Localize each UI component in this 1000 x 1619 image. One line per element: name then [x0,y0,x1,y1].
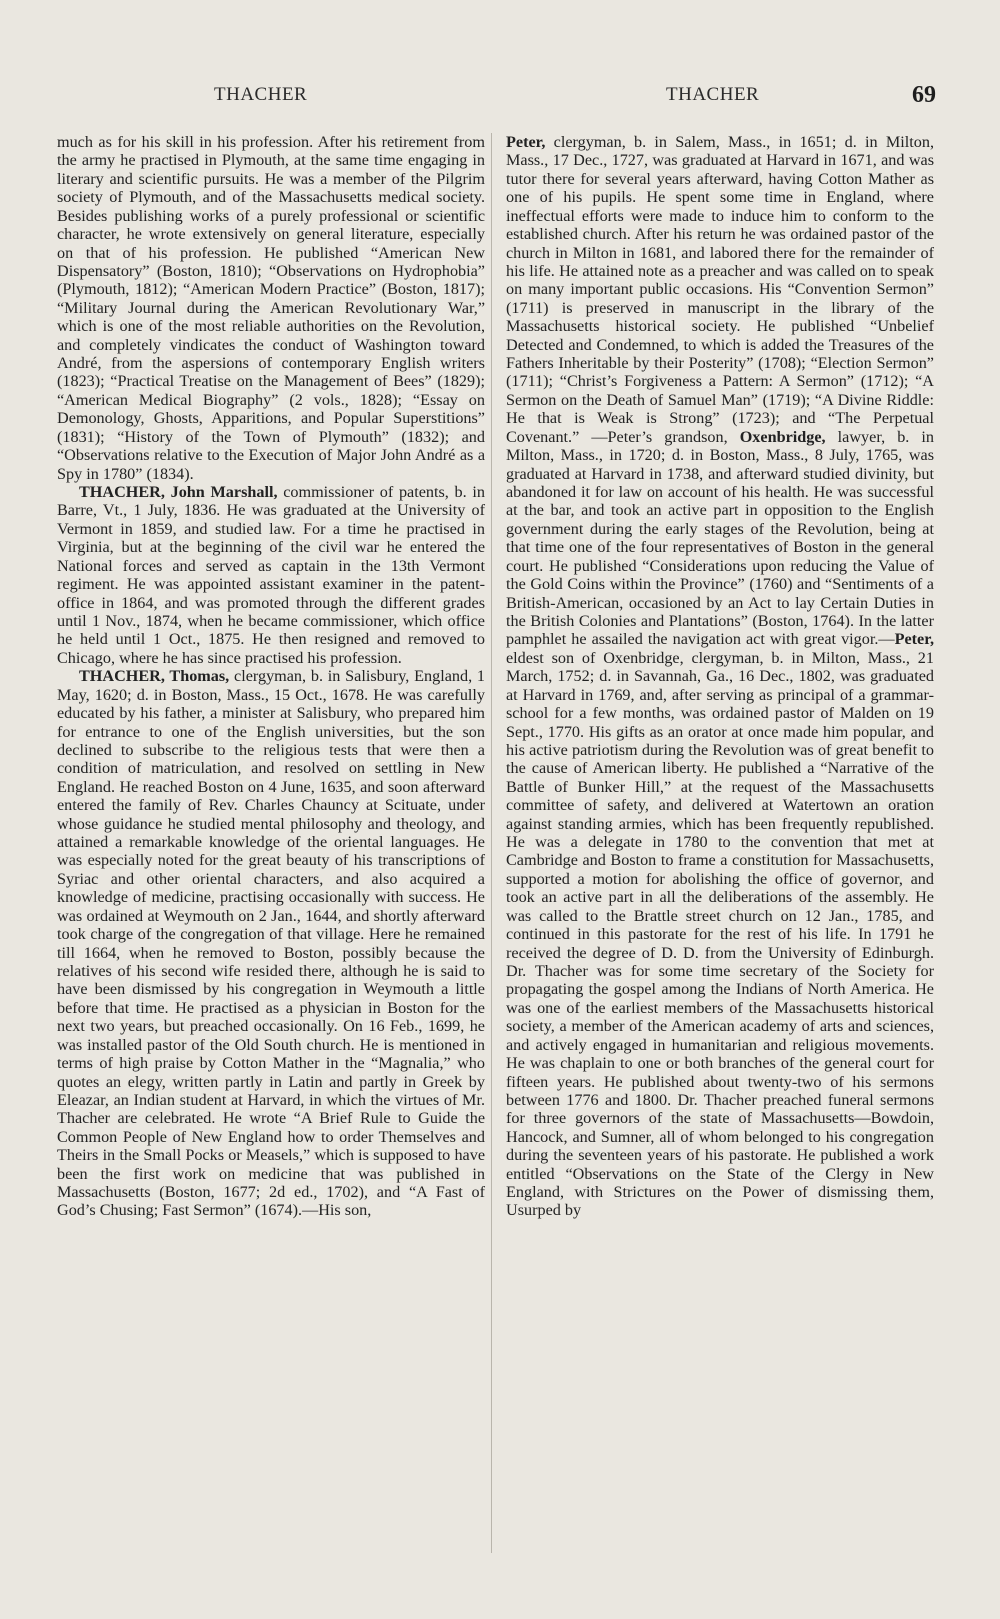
right-running-head: THACHER [666,84,760,105]
entry-text: much as for his skill in his profession. After his retirement from the army he practised in Plymouth, at the same time engaging in literary and scientific pursuits. He was a member of the Pilgrim society of Plymouth, and of the Massachusetts medical society. Besides publishing works of a purely professional or scientific character, he wrote extensively on general literature, especially on that of his profession. He published “American New Dispensatory” (Boston, 1810); “Observations on Hydrophobia” (Plymouth, 1812); “American Modern Practice” (Boston, 1817); “Military Journal during the American Revolutionary War,” which is one of the most reliable authorities on the Revolution, and completely vindicates the conduct of Washington toward André, from the aspersions of contemporary English writers (1823); “Practical Treatise on the Management of Bees” (1829); “American Medical Biography” (2 vols., 1828); “Essay on Demonology, Ghosts, Apparitions, and Popular Superstitions” (1831); “History of the Town of Plymouth” (1832); and “Observations relative to the Execution of Major John André as a Spy in 1780” (1834). [57,133,485,483]
column-divider [491,133,492,1553]
entry-text: clergyman, b. in Salisbury, England, 1 May, 1620; d. in Boston, Mass., 15 Oct., 1678. He was carefully educated by his father, a minister at Salisbury, who prepared him for entrance to one of the English universities, but the son declined to subscribe to the religious tests that were then a condition of matriculation, and resolved on settling in New England. He reached Boston on 4 June, 1635, and soon afterward entered the family of Rev. Charles Chauncy at Scituate, under whose guidance he studied mental philosophy and theology, and attained a remarkable knowledge of the oriental languages. He was especially noted for the great beauty of his transcriptions of Syriac and other oriental characters, and also acquired a knowledge of medicine, practising occasionally with success. He was ordained at Weymouth on 2 Jan., 1644, and shortly afterward took charge of the congregation of that village. Here he remained till 1664, when he removed to Boston, possibly because the relatives of his second wife resided there, although he is said to have been dismissed by his congregation in Weymouth a little before that time. He practised as a physician in Boston for the next two years, but preached occasionally. On 16 Feb., 1699, he was installed pastor of the Old South church. He is mentioned in terms of high praise by Cotton Mather in the “Magnalia,” who quotes an elegy, written partly in Latin and partly in Greek by Eleazar, an Indian student at Harvard, in which the virtues of Mr. Thacher are celebrated. He wrote “A Brief Rule to Guide the Common People of New England how to order Themselves and Theirs in the Small Pocks or Measels,” which is supposed to have been the first work on medicine that was published in Massachusetts (Boston, 1677; 2d ed., 1702), and “A Fast of God’s Chusing; Fast Sermon” (1674).—His son, [57,667,485,1220]
entry-text: eldest son of Oxenbridge, clergyman, b. in Milton, Mass., 21 March, 1752; d. in Savannah, Ga., 16 Dec., 1802, was graduated at Harvard in 1769, and, after serving as principal of a grammar-school for a few months, was ordained pastor of Malden on 19 Sept., 1770. His gifts as an orator at once made him popular, and his active patriotism during the Revolution was of great benefit to the cause of American liberty. He published a “Narrative of the Battle of Bunker Hill,” at the request of the Massachusetts committee of safety, and delivered at Watertown an oration against standing armies, which has been frequently republished. He was a delegate in 1780 to the convention that met at Cambridge and Boston to frame a constitution for Massachusetts, supported a motion for abolishing the office of governor, and took an active part in all the deliberations of the assembly. He was called to the Brattle street church on 12 Jan., 1785, and continued in this pastorate for the rest of his life. In 1791 he received the degree of D. D. from the University of Edinburgh. Dr. Thacher was for some time secretary of the Society for propagating the gospel among the Indians of North America. He was one of the earliest members of the Massachusetts historical society, a member of the American academy of arts and sciences, and actively engaged in humanitarian and religious movements. He was chaplain to one or both branches of the general court for fifteen years. He published about twenty-two of his sermons between 1776 and 1800. Dr. Thacher preached funeral sermons for three governors of the state of Massachusetts—Bowdoin, Hancock, and Sumner, all of whom belonged to his congregation during the seventeen years of his pastorate. He published a work entitled “Observations on the State of the Clergy in New England, with Strictures on the Power of dismissing them, Usurped by [506,648,934,1220]
entry-headword: Peter, [506,133,546,151]
entry-thomas-thacher [57,667,485,1220]
entry-continuation [57,133,485,483]
page-header [0,84,1000,124]
entry-text: lawyer, b. in Milton, Mass., in 1720; d. in Boston, Mass., 8 July, 1765, was graduated at Harvard in 1738, and afterward studied divinity, but abandoned it for law on account of his health. He was successful at the bar, and took an active part in opposition to the English government during the early stages of the Revolution, being at that time one of the four representatives of Boston in the general court. He published “Considerations upon reducing the Value of the Gold Coins within the Province” (1760) and “Sentiments of a British-American, occasioned by an Act to lay Certain Duties in the British Colonies and Plantations” (Boston, 1764). In the latter pamphlet he assailed the navigation act with great vigor.— [506,427,934,649]
right-column [506,133,934,1220]
entry-peter-thacher [506,133,934,1220]
entry-text: commissioner of patents, b. in Barre, Vt., 1 July, 1836. He was graduated at the University of Vermont in 1859, and studied law. For a time he practised in Virginia, but at the beginning of the civil war he entered the National forces and served as captain in the 13th Vermont regiment. He was appointed assistant examiner in the patent-office in 1864, and was promoted through the different grades until 1 Nov., 1874, when he became commissioner, which office he held until 1 Oct., 1875. He then resigned and removed to Chicago, where he has since practised his profession. [57,483,485,667]
entry-headword: Peter, [894,630,934,649]
entry-john-marshall-thacher [57,483,485,667]
entry-headword: THACHER, John Marshall, [79,483,278,502]
entry-headword: THACHER, Thomas, [79,667,230,686]
entry-headword: Oxenbridge, [739,427,826,446]
entry-text: clergyman, b. in Salem, Mass., in 1651; d. in Milton, Mass., 17 Dec., 1727, was graduated at Harvard in 1671, and was tutor there for several years afterward, having Cotton Mather as one of his pupils. He spent some time in England, where ineffectual efforts were made to induce him to conform to the established church. After his return he was ordained pastor of the church in Milton in 1681, and labored there for the remainder of his life. He attained note as a preacher and was called on to speak on many important public occasions. His “Convention Sermon” (1711) is preserved in manuscript in the library of the Massachusetts historical society. He published “Unbelief Detected and Condemned, to which is added the Treasures of the Fathers Inheritable by their Posterity” (1708); “Election Sermon” (1711); “Christ’s Forgiveness a Pattern: A Sermon” (1712); “A Sermon on the Death of Samuel Man” (1719); “A Divine Riddle: He that is Weak is Strong” (1723); and “The Perpetual Covenant.” —Peter’s grandson, [506,133,934,446]
left-column [57,133,485,1220]
page-number: 69 [912,82,936,108]
left-running-head: THACHER [214,84,308,105]
